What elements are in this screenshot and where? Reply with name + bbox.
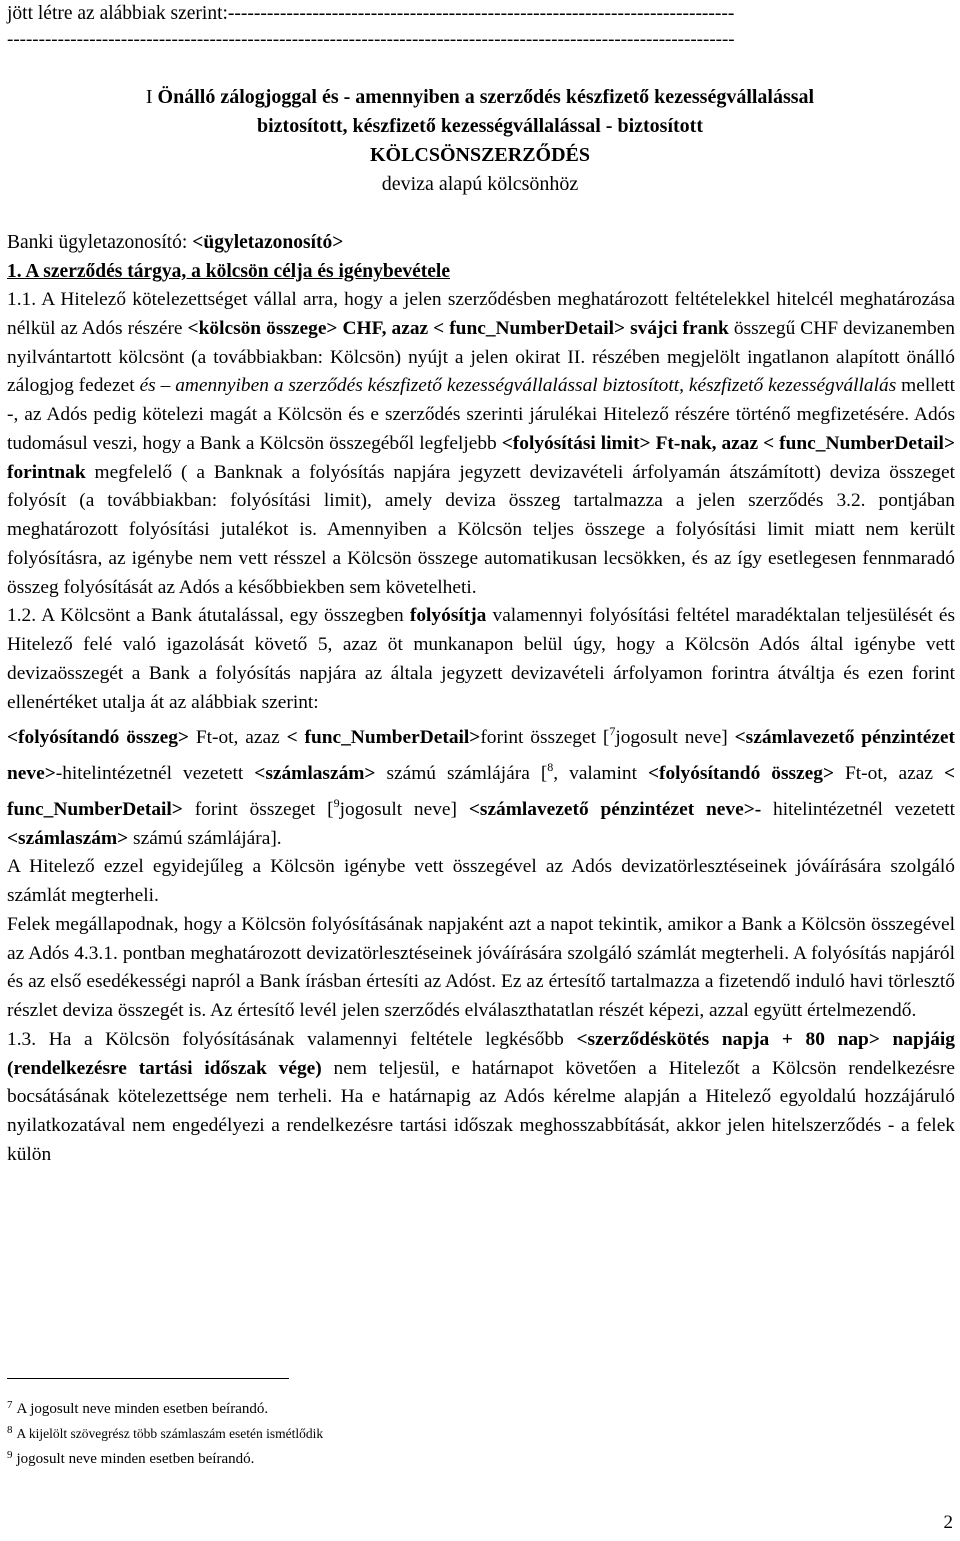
transfer-text-4: -hitelintézetnél vezetett <box>55 763 255 784</box>
p12-bold-1: folyósítja <box>409 605 487 627</box>
transfer-number-1: < func_NumberDetail> <box>286 727 481 749</box>
transfer-amount-2: <folyósítandó összeg> <box>647 763 835 784</box>
p13-bold-1: <szerződéskötés napja + 80 nap> napjáig (rendelkezésre tartási időszak vége) <box>7 1028 956 1079</box>
reference-line <box>7 229 343 257</box>
paragraph-1-1 <box>7 286 955 1170</box>
section-1-heading: 1. A szerződés tárgya, a kölcsön célja és igénybevétele <box>7 261 450 282</box>
transfer-text-5: számú számlájára [ <box>375 763 548 784</box>
p11-bold-2: <folyósítási limit> Ft-nak, azaz < func_NumberDetail> forintnak <box>7 432 955 483</box>
document-title: KÖLCSÖNSZERZŐDÉS <box>369 144 591 166</box>
transfer-number-2: < func_NumberDetail> <box>7 763 955 820</box>
footnote-ref-7: 7 <box>609 724 616 739</box>
title-bold-2: biztosított, készfizető kezességvállalással - biztosított <box>256 115 703 137</box>
paragraph-disbursement-day: Felek megállapodnak, hogy a Kölcsön folyósításának napjaként azt a napot tekintik, amikor a Bank a Kölcsön összegével az Adós 4.3.1. pontban meghatározott devizatörlesztéseinek jóváírására szolgáló számlát megterheli. A folyósítás napjáról és az első esedékességi napról a Bank írásban értesíti az Adóst. Ez az értesítő tartalmazza a fizetendő induló havi törlesztő részlet deviza összegét is. Az értesítő levél jelen szerződés elválaszthatatlan részét képezi, azzal együtt értelmezendő. <box>7 913 955 1021</box>
dash-separator: ------------------------------------------------------------------------------------------------------------------- <box>7 29 735 50</box>
p11-text-3: mellett -, az Adós pedig kötelezi magát a Kölcsön és e szerződés szerinti járulékai Hitelező részére történő megfizetésére. Adós tudomásul veszi, hogy a Bank a Kölcsön összegéből legfeljebb <box>7 375 956 454</box>
footnote-number: 7 <box>7 1399 13 1411</box>
footnote-7 <box>7 1394 268 1420</box>
transfer-text-6: , valamint <box>553 763 648 784</box>
title-bold-1: Önálló zálogjoggal és - amennyiben a szerződés készfizető kezességvállalással <box>157 86 815 108</box>
section-heading <box>7 258 450 286</box>
p12-text-1: 1.2. A Kölcsönt a Bank átutalással, egy összegben <box>7 605 410 627</box>
p13-text-1: 1.3. Ha a Kölcsön folyósításának valamennyi feltétele legkésőbb <box>7 1028 577 1050</box>
p13-text-2: nem teljesül, e határnapot követően a Hitelezőt a Kölcsön rendelkezésre bocsátásának kötelezettsége nem terheli. Ha e határnapig az Adós kérelme alapján a Hitelező egyoldalú hozzájáruló nyilatkozatával nem engedélyezi a rendelkezésre tartási időszak meghosszabbítását, akkor jelen hitelszerződés - a felek külön <box>7 1057 955 1165</box>
footnote-ref-8: 8 <box>547 760 554 774</box>
transfer-bank-1: <számlavezető pénzintézet neve> <box>7 727 955 784</box>
title-line-2 <box>0 112 960 141</box>
transfer-amount-1: <folyósítandó összeg> <box>7 727 189 749</box>
reference-value: <ügyletazonosító> <box>192 232 344 253</box>
footnote-8 <box>7 1419 323 1445</box>
footnote-number: 9 <box>7 1449 13 1461</box>
footnote-text: A kijelölt szövegrész több számlaszám esetén ismétlődik <box>16 1426 324 1441</box>
p11-italic-1: és – amennyiben a szerződés készfizető kezességvállalással biztosított, készfizető kezességvállalás <box>139 375 897 397</box>
transfer-text-7: Ft-ot, azaz <box>834 763 944 784</box>
lead-line: jött létre az alábbiak szerint:------------------------------------------------------------------------------ <box>7 3 735 24</box>
p11-text-4: megfelelő ( a Banknak a folyósítás napjára jegyzett devizavételi árfolyamán átszámított) deviza összeget folyósít (a továbbiakban: folyósítási limit), amely deviza összeg tartalmazza a jelen szerződés 3.2. pontjában meghatározott folyósítási jutalékot is. Amennyiben a Kölcsön teljes összege a folyósítási limit miatt nem került folyósításra, az igénybe nem vett résszel a Kölcsön összege automatikusan lecsökken, és az így esetlegesen fennmaradó összeg folyósítását az Adós a későbbiekben sem követelheti. <box>7 461 955 598</box>
transfer-account-2: <számlaszám> <box>7 827 129 849</box>
p11-bold-1: <kölcsön összege> CHF, azaz < func_NumberDetail> svájci frank <box>187 317 729 339</box>
paragraph-debit: A Hitelező ezzel egyidejűleg a Kölcsön igénybe vett összegével az Adós devizatörlesztéseinek jóváírására szolgáló számlát megterheli. <box>7 856 955 906</box>
transfer-bank-2: <számlavezető pénzintézet neve>- <box>468 798 762 820</box>
footnote-9 <box>7 1444 254 1470</box>
transfer-text-2: forint összeget [ <box>480 727 610 749</box>
footnote-ref-9: 9 <box>333 795 340 810</box>
footnote-text: A jogosult neve minden esetben beírandó. <box>16 1401 269 1417</box>
transfer-text-11: számú számlájára]. <box>128 827 282 849</box>
p11-text-2: összegű CHF devizanemben nyilvántartott kölcsönt (a továbbiakban: Kölcsön) nyújt a jelen okirat II. részében megjelölt ingatlanon alapított önálló zálogjog fedezet <box>7 317 956 397</box>
p11-text-1: 1.1. A Hitelező kötelezettséget vállal arra, hogy a jelen szerződésben meghatározott feltételekkel hitelcél meghatározása nélkül az Adós részére <box>7 289 955 339</box>
transfer-account-1: <számlaszám> <box>254 763 376 784</box>
p12-text-2: valamennyi folyósítási feltétel maradéktalan teljesülését és Hitelező felé való igazolását követő 5, azaz öt munkanapon belül úgy, hogy a Kölcsön Adós által igénybe vett devizaösszegét a Bank a folyósítás napjára az általa jegyzett devizavételi árfolyamon forintra átváltja és ezen forint ellenértéket utalja át az alábbiak szerint: <box>7 605 955 713</box>
transfer-text-1: Ft-ot, azaz <box>188 727 287 749</box>
title-line-1 <box>0 83 960 112</box>
page-number: 2 <box>943 1512 953 1533</box>
footnote-separator <box>7 1378 289 1379</box>
title-prefix: I <box>145 86 158 108</box>
transfer-text-9: jogosult neve] <box>339 798 469 820</box>
footnote-number: 8 <box>7 1424 13 1436</box>
transfer-text-3: jogosult neve] <box>615 727 735 749</box>
title-line-3 <box>0 141 960 170</box>
transfer-text-8: forint összeget [ <box>182 798 334 820</box>
title-line-4: deviza alapú kölcsönhöz <box>381 173 579 195</box>
transfer-text-10: hitelintézetnél vezetett <box>761 798 956 820</box>
reference-label: Banki ügyletazonosító: <box>7 232 193 253</box>
footnote-text: jogosult neve minden esetben beírandó. <box>16 1451 255 1467</box>
